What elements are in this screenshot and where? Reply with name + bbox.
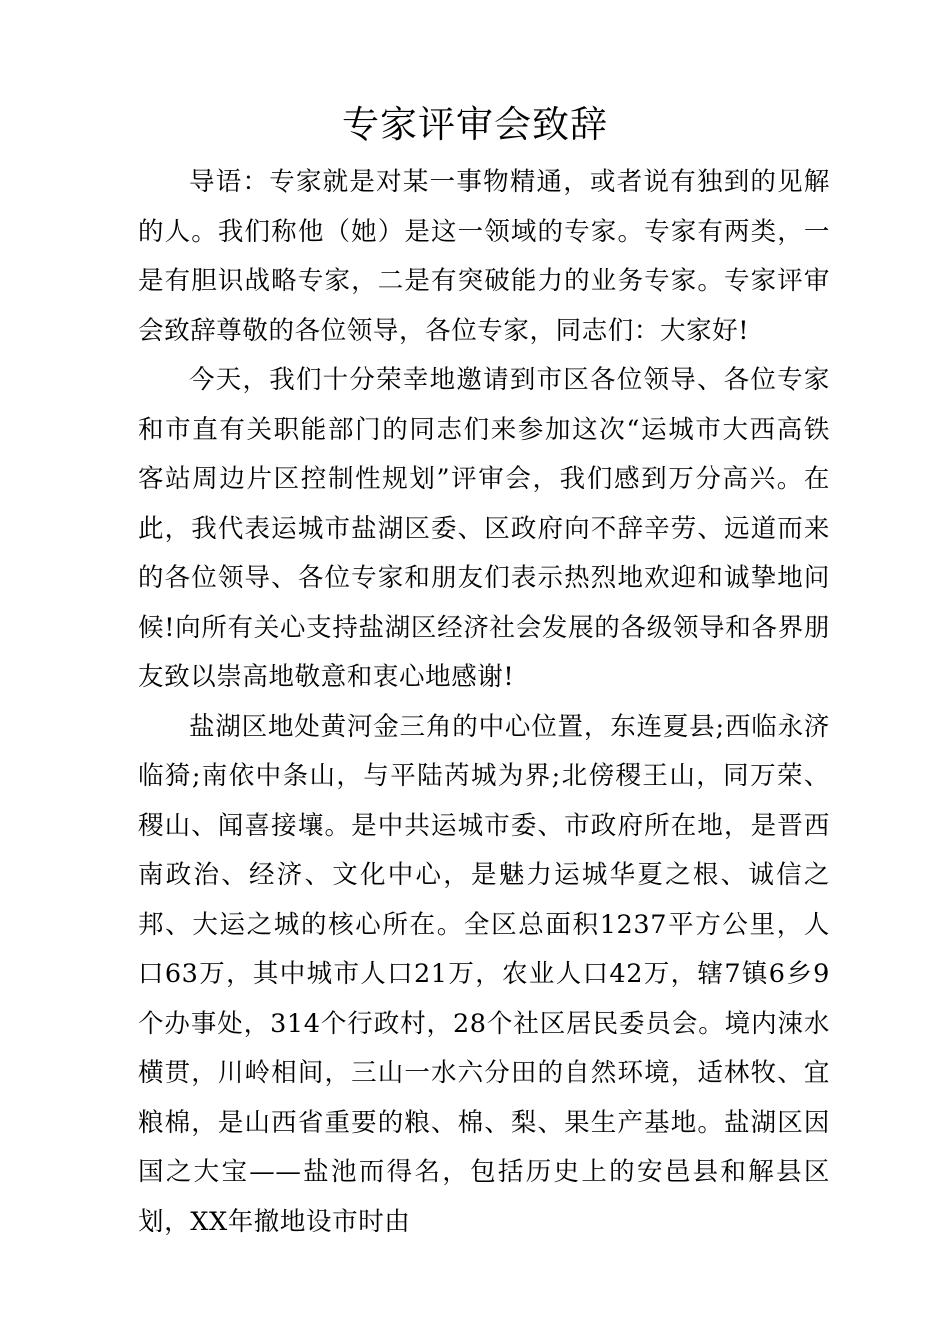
paragraph-intro: 导语：专家就是对某一事物精通，或者说有独到的见解的人。我们称他（她）是这一领域的专家。专家有两类，一是有胆识战略专家，二是有突破能力的业务专家。专家评审会致辞尊敬的各位领导，各位专家，同志们：大家好!: [138, 167, 830, 346]
paragraph-district-overview: 盐湖区地处黄河金三角的中心位置，东连夏县;西临永济临猗;南依中条山，与平陆芮城为界;北傍稷王山，同万荣、稷山、闻喜接壤。是中共运城市委、市政府所在地，是晋西南政治、经济、文化中心，是魅力运城华夏之根、诚信之邦、大运之城的核心所在。全区总面积1237平方公里，人口63万，其中城市人口21万，农业人口42万，辖7镇6乡9个办事处，314个行政村，28个社区居民委员会。境内涑水横贯，川岭相间，三山一水六分田的自然环境，适林牧、宜粮棉，是山西省重要的粮、棉、梨、果生产基地。盐湖区因国之大宝——盐池而得名，包括历史上的安邑县和解县区划，XX年撤地设市时由: [138, 711, 830, 1237]
paragraph-welcome: 今天，我们十分荣幸地邀请到市区各位领导、各位专家和市直有关职能部门的同志们来参加这次“运城市大西高铁客站周边片区控制性规划”评审会，我们感到万分高兴。在此，我代表运城市盐湖区委、区政府向不辞辛劳、远道而来的各位领导、各位专家和朋友们表示热烈地欢迎和诚挚地问候!向所有关心支持盐湖区经济社会发展的各级领导和各界朋友致以崇高地敬意和衷心地感谢!: [138, 365, 830, 692]
document-body: [138, 158, 830, 1247]
document-title: 专家评审会致辞: [342, 103, 608, 146]
